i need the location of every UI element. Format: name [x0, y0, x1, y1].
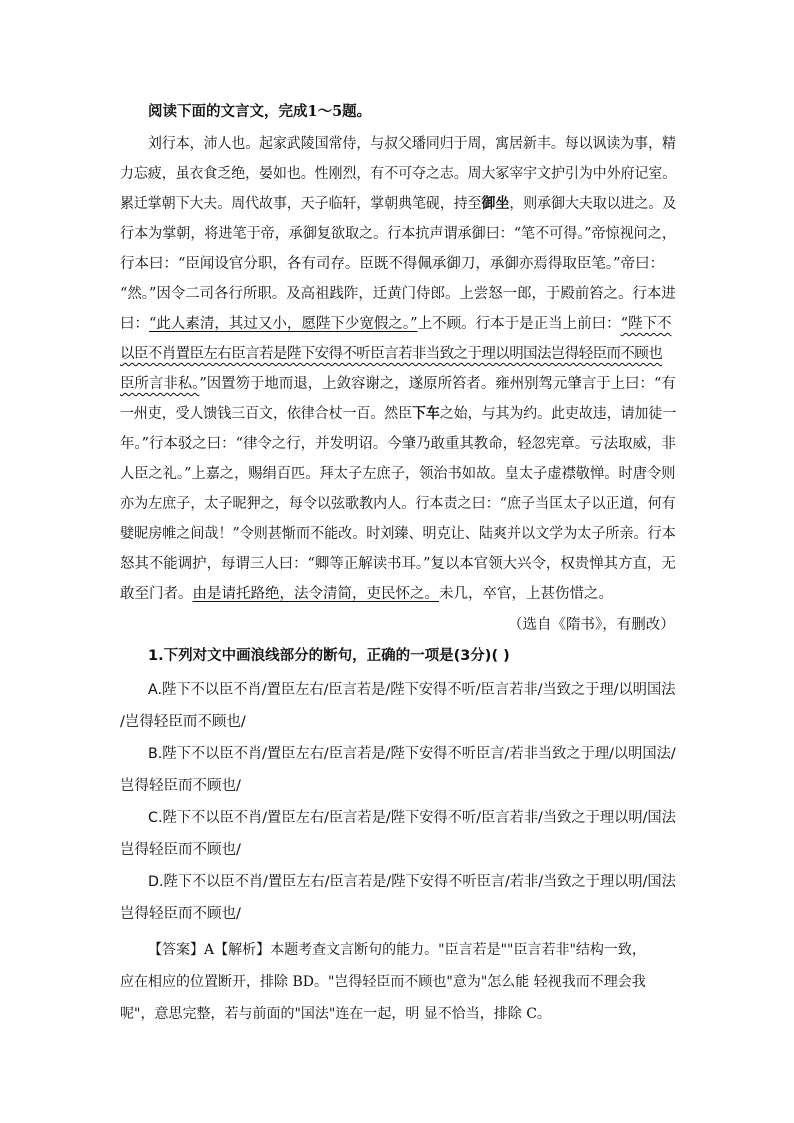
- passage-line: “然。”因令二司各行所职。及高祖践阼，迁黄门侍郎。上尝怒一郎，于殿前笞之。行本进: [120, 286, 676, 302]
- underlined-text: “此人素清，其过又小，愿陛下少宽假之。”: [149, 316, 418, 332]
- bold-term: 下车: [412, 405, 440, 422]
- passage-line: [120, 344, 662, 364]
- passage-line: [120, 404, 676, 424]
- passage-text: ，则承御大夫取以进之。及: [509, 196, 677, 212]
- wavy-underlined-text: “陛下不: [620, 316, 672, 332]
- passage-line: [120, 314, 672, 334]
- passage-line: 力忘疲，虽衣食乏绝，晏如也。性刚烈，有不可夺之志。周大冢宰宇文护引为中外府记室。: [120, 166, 677, 182]
- passage-line: 行本曰：“臣闻设官分职，各有司存。臣既不得佩承御刀，承御亦焉得取臣笔。”帝曰：: [120, 256, 665, 272]
- answer-line: [148, 940, 646, 960]
- reading-heading: 阅读下面的文言文，完成1～5题。: [148, 103, 372, 120]
- option-c: C.陛下不以臣不肖/置臣左右/臣言若是/陛下安得不听/臣言若非/当致之于理以明/国法: [148, 810, 676, 826]
- answer-line: 应在相应的位置断开，排除 BD。"岂得轻臣而不顾也"意为"怎么能 轻视我而不理会我: [120, 974, 646, 990]
- option-d-continued: 岂得轻臣而不顾也/: [120, 906, 241, 922]
- passage-line: 嬖昵房帷之间哉！”令则甚惭而不能改。时刘臻、明克让、陆爽并以文学为太子所亲。行本: [120, 526, 676, 542]
- option-b: B.陛下不以臣不肖/置臣左右/臣言若是/陛下安得不听臣言/若非当致之于理/以明国法/: [148, 746, 676, 762]
- option-c-continued: 岂得轻臣而不顾也/: [120, 842, 241, 858]
- wavy-underlined-text: 臣所言非私。: [120, 376, 200, 392]
- passage-text: 未几，卒官，上甚伤惜之。: [439, 586, 613, 602]
- passage-line: [120, 374, 676, 394]
- passage-text: 一州吏，受人馈钱三百文，依律合杖一百。然臣: [120, 406, 413, 422]
- option-a-continued: /岂得轻臣而不顾也/: [120, 714, 246, 730]
- bold-term: 御坐: [481, 195, 510, 212]
- answer-line: 呢"，意思完整，若与前面的"国法"连在一起，明 显不恰当，排除 C。: [120, 1006, 551, 1022]
- passage-line: 亦为左庶子，太子昵狎之，每令以弦歌教内人。行本责之曰：“庶子当匡太子以正道，何有: [120, 496, 676, 512]
- passage-line: 人臣之礼。”上嘉之，赐绢百匹。拜太子左庶子，领治书如故。皇太子虚襟敬惮。时唐令则: [120, 466, 676, 482]
- passage-text: 敢至门者。: [120, 586, 193, 602]
- passage-line: 行本为掌朝，将进笔于帝，承御复欲取之。行本抗声谓承御曰：“笔不可得。”帝惊视问之，: [120, 226, 676, 242]
- underlined-text: 由是请托路绝，法令清简，吏民怀之。: [192, 586, 439, 602]
- passage-line: [120, 194, 676, 214]
- option-d: D.陛下不以臣不肖/置臣左右/臣言若是/陛下安得不听臣言/若非/当致之于理以明/国法: [148, 874, 676, 890]
- source-citation: （选自《隋书》，有删改）: [508, 617, 675, 633]
- passage-line: 怒其不能调护，每谓三人曰：“卿等正解读书耳。”复以本官领大兴令，权贵惮其方直，无: [120, 556, 676, 572]
- passage-line: 年。”行本驳之曰：“律令之行，并发明诏。今肇乃敢重其教命，轻忽宪章。亏法取威，非: [120, 436, 676, 452]
- passage-line: 刘行本，沛人也。起家武陵国常侍，与叔父璠同归于周，寓居新丰。每以讽读为事，精: [148, 136, 676, 152]
- passage-text: 累迁掌朝下大夫。周代故事，天子临轩，掌朝典笔砚，持至: [120, 196, 482, 212]
- option-a: A.陛下不以臣不肖/置臣左右/臣言若是/陛下安得不听/臣言若非/当致之于理/以明国法: [148, 682, 676, 698]
- passage-line: [120, 584, 613, 604]
- question-stem: 1.下列对文中画浪线部分的断句，正确的一项是(3分)( ): [148, 648, 510, 664]
- passage-text: 上不顾。行本于是正当上前曰：: [417, 316, 621, 332]
- passage-text: 之始，与其为约。此吏故违，请加徒一: [439, 406, 677, 422]
- wavy-underlined-text: 以臣不肖置臣左右臣言若是陛下安得不听臣言若非当致之于理以明国法岂得轻臣而不顾也: [120, 346, 663, 362]
- option-b-continued: 岂得轻臣而不顾也/: [120, 778, 241, 794]
- explanation-text: 本题考查文言断句的能力。"臣言若是""臣言若非"结构一致，: [270, 942, 646, 958]
- answer-label: 【答案】A【解析】: [148, 942, 271, 958]
- passage-text: ”因置笏于地而退，上敛容谢之，遂原所笞者。雍州别驾元肇言于上曰：“有: [199, 376, 676, 392]
- passage-text: 曰：: [120, 316, 149, 332]
